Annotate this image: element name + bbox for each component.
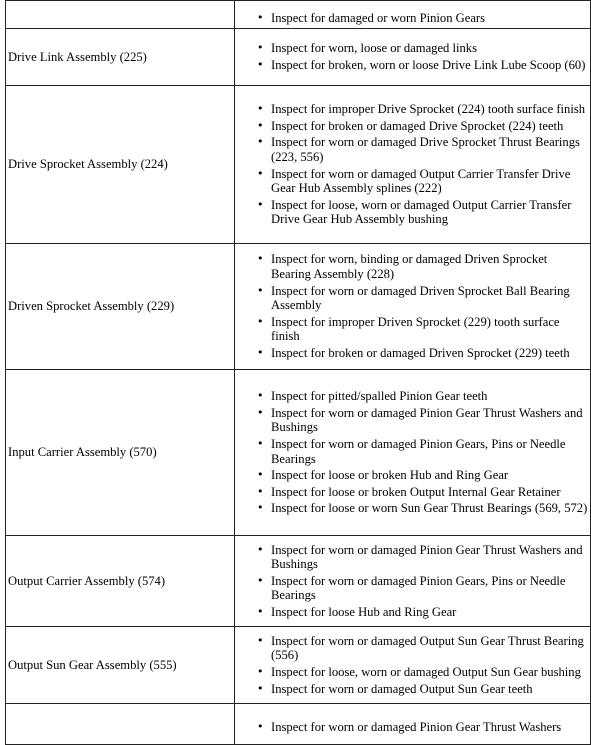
inspection-item: • Inspect for broken, worn or loose Drive Link Lube Scoop (60): [257, 58, 588, 73]
inspection-item: • Inspect for loose, worn or damaged Output Sun Gear bushing: [257, 665, 588, 680]
inspection-item: • Inspect for worn or damaged Output Sun Gear teeth: [257, 682, 588, 697]
inspection-item: • Inspect for damaged or worn Pinion Gears: [257, 11, 588, 26]
inspection-item: • Inspect for improper Drive Sprocket (224) tooth surface finish: [257, 102, 588, 117]
inspection-item: • Inspect for improper Driven Sprocket (229) tooth surface finish: [257, 315, 588, 344]
table-row: [6, 536, 591, 627]
inspection-checks-cell: [235, 86, 591, 244]
table-row: [6, 627, 591, 704]
inspection-checklist: [235, 252, 588, 360]
component-name-cell: Drive Link Assembly (225): [6, 29, 235, 86]
component-name-cell: Drive Sprocket Assembly (224): [6, 86, 235, 244]
component-name-cell: Driven Sprocket Assembly (229): [6, 244, 235, 370]
inspection-item: • Inspect for broken or damaged Drive Sprocket (224) teeth: [257, 119, 588, 134]
inspection-checks-cell: [235, 1, 591, 29]
inspection-checks-cell: [235, 244, 591, 370]
table-row: [6, 244, 591, 370]
inspection-checklist: [235, 543, 588, 620]
inspection-item: • Inspect for loose Hub and Ring Gear: [257, 605, 588, 620]
component-name-cell: Input Carrier Assembly (570): [6, 370, 235, 536]
inspection-checklist: [235, 634, 588, 696]
component-name-cell: Output Carrier Assembly (574): [6, 536, 235, 627]
inspection-item: • Inspect for worn, binding or damaged Driven Sprocket Bearing Assembly (228): [257, 252, 588, 281]
inspection-item: • Inspect for worn or damaged Output Sun Gear Thrust Bearing (556): [257, 634, 588, 663]
table-row: [6, 86, 591, 244]
inspection-checks-cell: [235, 704, 591, 745]
inspection-item: • Inspect for worn or damaged Pinion Gear Thrust Washers: [257, 720, 588, 735]
inspection-item: • Inspect for worn or damaged Driven Sprocket Ball Bearing Assembly: [257, 284, 588, 313]
inspection-checklist: [235, 102, 588, 227]
inspection-checklist: [235, 11, 588, 26]
inspection-item: • Inspect for worn or damaged Pinion Gears, Pins or Needle Bearings: [257, 574, 588, 603]
table-row: [6, 370, 591, 536]
table-row: [6, 29, 591, 86]
inspection-item: • Inspect for worn or damaged Pinion Gears, Pins or Needle Bearings: [257, 437, 588, 466]
inspection-item: • Inspect for loose or broken Hub and Ring Gear: [257, 468, 588, 483]
inspection-item: • Inspect for worn or damaged Pinion Gear Thrust Washers and Bushings: [257, 543, 588, 572]
inspection-item: • Inspect for worn or damaged Output Carrier Transfer Drive Gear Hub Assembly splines (222): [257, 167, 588, 196]
inspection-item: • Inspect for loose, worn or damaged Output Carrier Transfer Drive Gear Hub Assembly bushing: [257, 198, 588, 227]
inspection-table-container: [5, 0, 591, 745]
inspection-checks-cell: [235, 29, 591, 86]
table-row: [6, 704, 591, 745]
inspection-item: • Inspect for loose or worn Sun Gear Thrust Bearings (569, 572): [257, 501, 588, 516]
inspection-checklist: [235, 720, 588, 735]
inspection-item: • Inspect for worn or damaged Pinion Gear Thrust Washers and Bushings: [257, 406, 588, 435]
inspection-checklist: [235, 41, 588, 72]
component-name-cell: [6, 704, 235, 745]
inspection-item: • Inspect for worn or damaged Drive Sprocket Thrust Bearings (223, 556): [257, 135, 588, 164]
inspection-item: • Inspect for worn, loose or damaged links: [257, 41, 588, 56]
inspection-item: • Inspect for pitted/spalled Pinion Gear teeth: [257, 389, 588, 404]
component-name-cell: [6, 1, 235, 29]
inspection-checks-cell: [235, 536, 591, 627]
inspection-checklist: [235, 389, 588, 516]
inspection-table: [5, 0, 591, 745]
inspection-item: • Inspect for broken or damaged Driven Sprocket (229) teeth: [257, 346, 588, 361]
component-name-cell: Output Sun Gear Assembly (555): [6, 627, 235, 704]
inspection-table-body: [6, 1, 591, 745]
inspection-checks-cell: [235, 627, 591, 704]
inspection-checks-cell: [235, 370, 591, 536]
table-row: [6, 1, 591, 29]
inspection-item: • Inspect for loose or broken Output Internal Gear Retainer: [257, 485, 588, 500]
